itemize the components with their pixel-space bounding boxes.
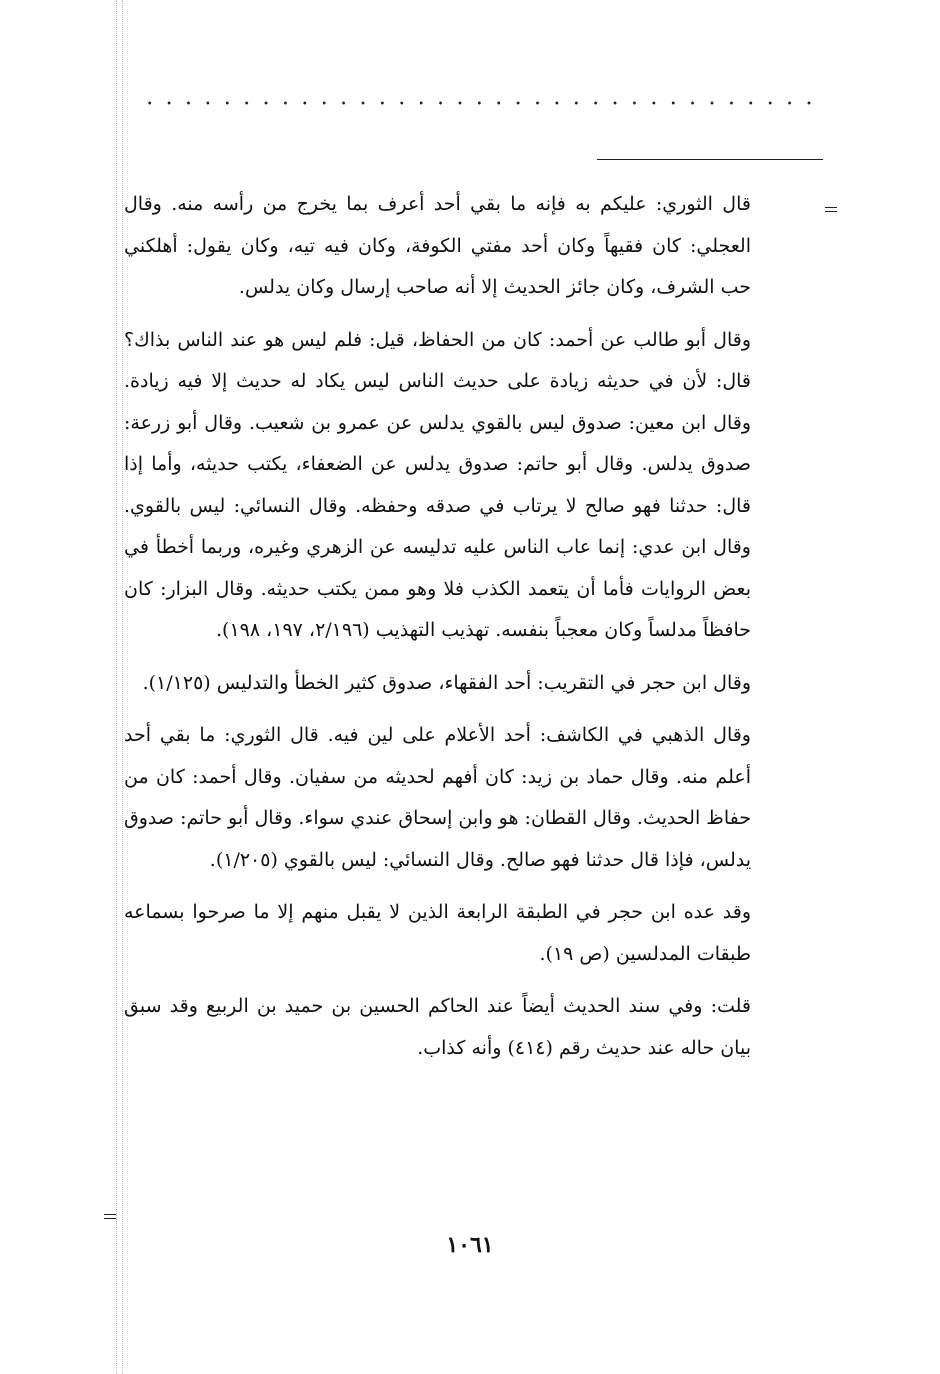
margin-guide-line: [116, 0, 117, 1374]
footnote-separator-rule: [597, 159, 823, 160]
footnote-paragraph: وقد عده ابن حجر في الطبقة الرابعة الذين لا يقبل منهم إلا ما صرحوا بسماعه طبقات المدلسين (ص ١٩).: [124, 901, 751, 965]
page-number: ١٠٦١: [446, 1232, 494, 1258]
dotted-separator: [140, 98, 820, 108]
footnote-paragraph: وقال أبو طالب عن أحمد: كان من الحفاظ، قيل: فلم ليس هو عند الناس بذاك؟ قال: لأن في حديثه زيادة على حديث الناس ليس يكاد له حديث إلا فيه زيادة. وقال ابن معين: صدوق ليس بالقوي يدلس عن عمرو بن شعيب. وقال أبو زرعة: صدوق يدلس. وقال أبو حاتم: صدوق يدلس عن الضعفاء، يكتب حديثه، وأما إذا قال: حدثنا فهو صالح لا يرتاب في صدقه وحفظه. وقال النسائي: ليس بالقوي. وقال ابن عدي: إنما عاب الناس عليه تدليسه عن الزهري وغيره، وربما أخطأ في بعض الروايات فأما أن يتعمد الكذب فلا وهو ممن يكتب حديثه. وقال البزار: كان حافظاً مدلساً وكان معجباً بنفسه. تهذيب التهذيب (٢/١٩٦، ١٩٧، ١٩٨).: [124, 328, 751, 641]
footnote-paragraph: قال الثوري: عليكم به فإنه ما بقي أحد أعرف بما يخرج من رأسه منه. وقال العجلي: كان فقيهاً وكان أحد مفتي الكوفة، وكان فيه تيه، وكان يقول: أهلكني حب الشرف، وكان جائز الحديث إلا أنه صاحب إرسال وكان يدلس.: [124, 193, 751, 298]
continuation-mark-icon: [104, 1214, 116, 1219]
footnote-paragraph: قلت: وفي سند الحديث أيضاً عند الحاكم الحسين بن حميد بن الربيع وقد سبق بيان حاله عند حديث رقم (٤١٤) وأنه كذاب.: [124, 995, 751, 1059]
footnote-paragraph: وقال الذهبي في الكاشف: أحد الأعلام على لين فيه. قال الثوري: ما بقي أحد أعلم منه. وقال حماد بن زيد: كان أفهم لحديثه من سفيان. وقال أحمد: كان من حفاظ الحديث. وقال القطان: هو وابن إسحاق عندي سواء. وقال أبو حاتم: صدوق يدلس، فإذا قال حدثنا فهو صالح. وقال النسائي: ليس بالقوي (١/٢٠٥).: [124, 724, 751, 871]
footnotes-block: [124, 184, 751, 1080]
margin-guide-line: [122, 0, 123, 1374]
footnote-paragraph: وقال ابن حجر في التقريب: أحد الفقهاء، صدوق كثير الخطأ والتدليس (١/١٢٥).: [142, 671, 751, 694]
continuation-mark-icon: [825, 207, 837, 212]
